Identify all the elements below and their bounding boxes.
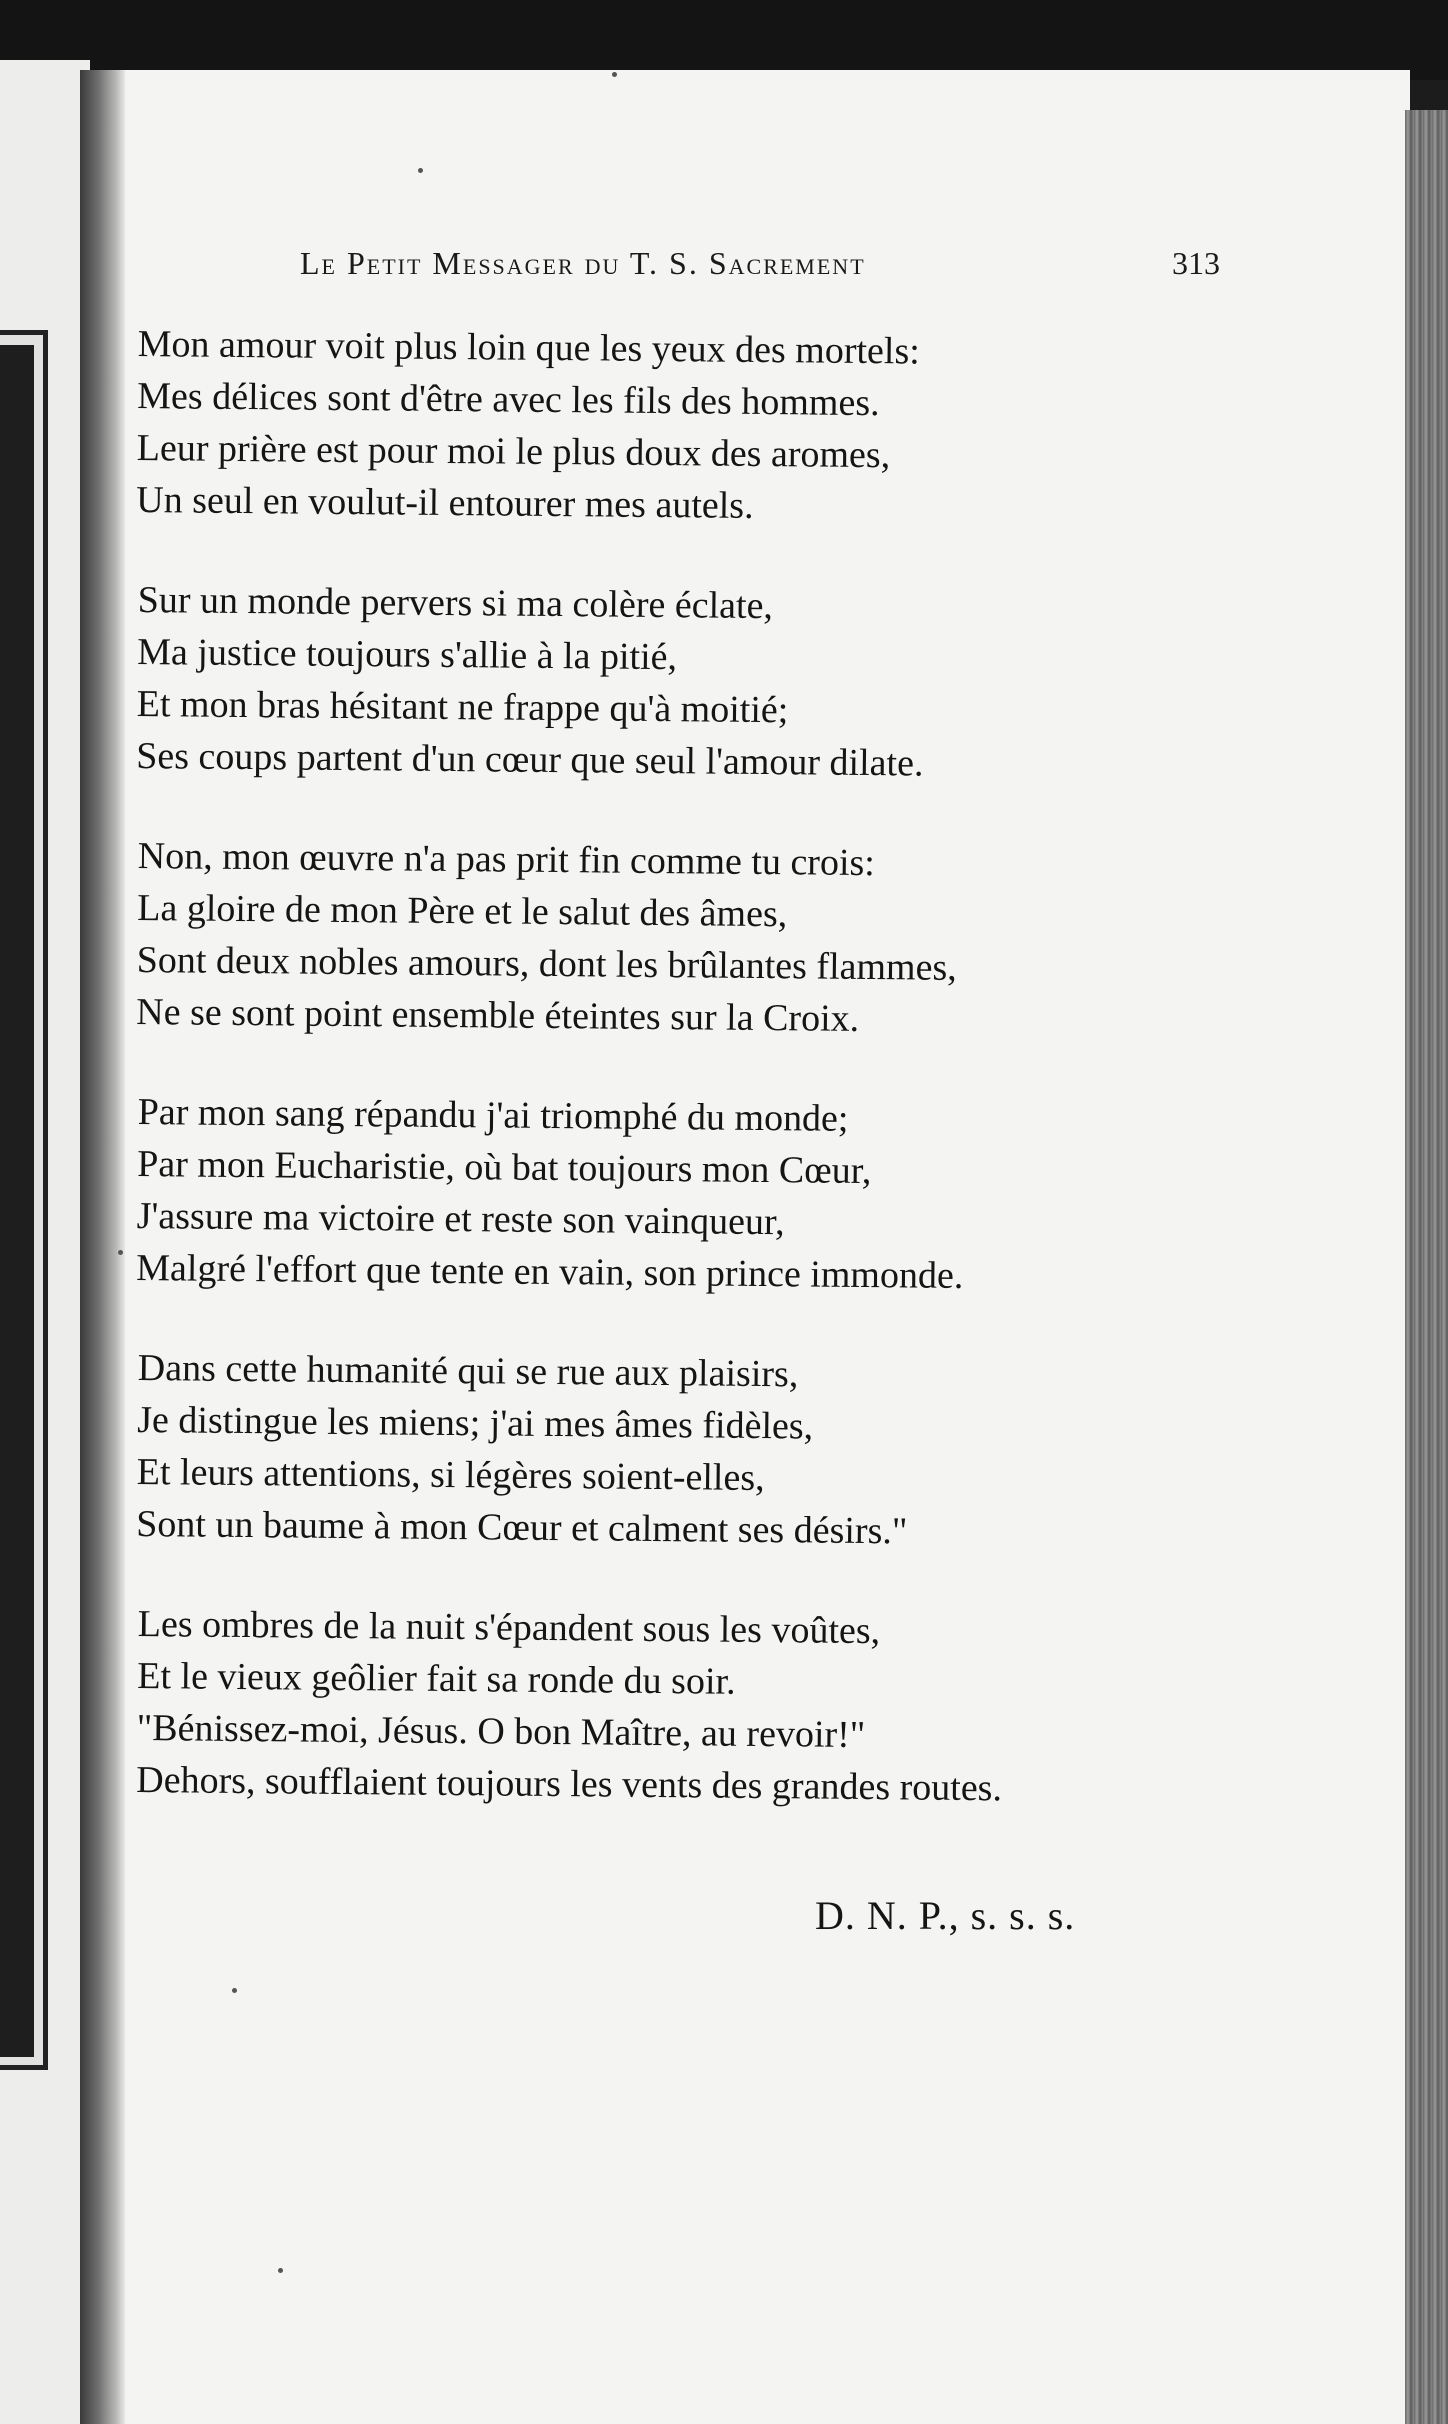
verse-line: Leur prière est pour moi le plus doux des aromes, [136, 426, 891, 477]
verse-line: Ne se sont point ensemble éteintes sur la Croix. [136, 990, 860, 1040]
verse-line: Mon amour voit plus loin que les yeux des mortels: [137, 322, 921, 373]
verse-line: Non, mon œuvre n'a pas prit fin comme tu crois: [137, 834, 876, 885]
verse-line: Dehors, soufflaient toujours les vents des grandes routes. [136, 1758, 1003, 1810]
scan-background [0, 0, 1448, 80]
facing-page-frame [0, 330, 48, 2070]
facing-page-image [0, 345, 34, 2057]
verse-line: Et le vieux geôlier fait sa ronde du soir. [137, 1654, 736, 1703]
paper-speck [418, 168, 423, 173]
page-stack-edge [1405, 110, 1448, 2424]
running-header [300, 245, 1220, 295]
verse-line: Un seul en voulut-il entourer mes autels. [136, 478, 754, 527]
paper-speck [232, 1988, 237, 1993]
verse-line: Par mon sang répandu j'ai triomphé du monde; [137, 1090, 849, 1140]
paper-speck [118, 1250, 123, 1255]
author-signature: D. N. P., s. s. s. [815, 1893, 1076, 1938]
page-number: 313 [1172, 245, 1220, 281]
stanza [136, 1086, 1188, 1304]
verse-line: Sur un monde pervers si ma colère éclate, [137, 578, 774, 628]
verse-line: "Bénissez-moi, Jésus. O bon Maître, au revoir!" [136, 1706, 866, 1756]
stanza [136, 318, 1188, 536]
verse-line: Malgré l'effort que tente en vain, son prince immonde. [136, 1246, 964, 1297]
stanza [136, 574, 1188, 792]
stanza [136, 830, 1188, 1048]
verse-line: Ma justice toujours s'allie à la pitié, [137, 630, 678, 679]
stanza [136, 1342, 1188, 1560]
verse-line: Par mon Eucharistie, où bat toujours mon Cœur, [137, 1142, 872, 1193]
verse-line: Sont deux nobles amours, dont les brûlantes flammes, [136, 938, 957, 989]
verse-line: Dans cette humanité qui se rue aux plaisirs, [137, 1346, 799, 1396]
poem-body [138, 318, 1188, 1854]
verse-line: Et leurs attentions, si légères soient-elles, [136, 1450, 765, 1500]
binding-gutter [80, 70, 125, 2424]
paper-speck [278, 2268, 283, 2273]
verse-line: J'assure ma victoire et reste son vainqueur, [136, 1194, 785, 1244]
stanza [136, 1598, 1188, 1816]
verse-line: Et mon bras hésitant ne frappe qu'à moitié; [136, 682, 789, 732]
paper-speck [612, 72, 617, 77]
verse-line: La gloire de mon Père et le salut des âmes, [137, 886, 788, 936]
verse-line: Ses coups partent d'un cœur que seul l'amour dilate. [136, 734, 924, 785]
verse-line: Les ombres de la nuit s'épandent sous les voûtes, [137, 1602, 881, 1653]
verse-line: Mes délices sont d'être avec les fils des hommes. [137, 374, 880, 425]
running-title: Le Petit Messager du T. S. Sacrement [300, 245, 866, 281]
verse-line: Je distingue les miens; j'ai mes âmes fidèles, [137, 1398, 814, 1448]
verse-line: Sont un baume à mon Cœur et calment ses désirs." [136, 1502, 908, 1553]
